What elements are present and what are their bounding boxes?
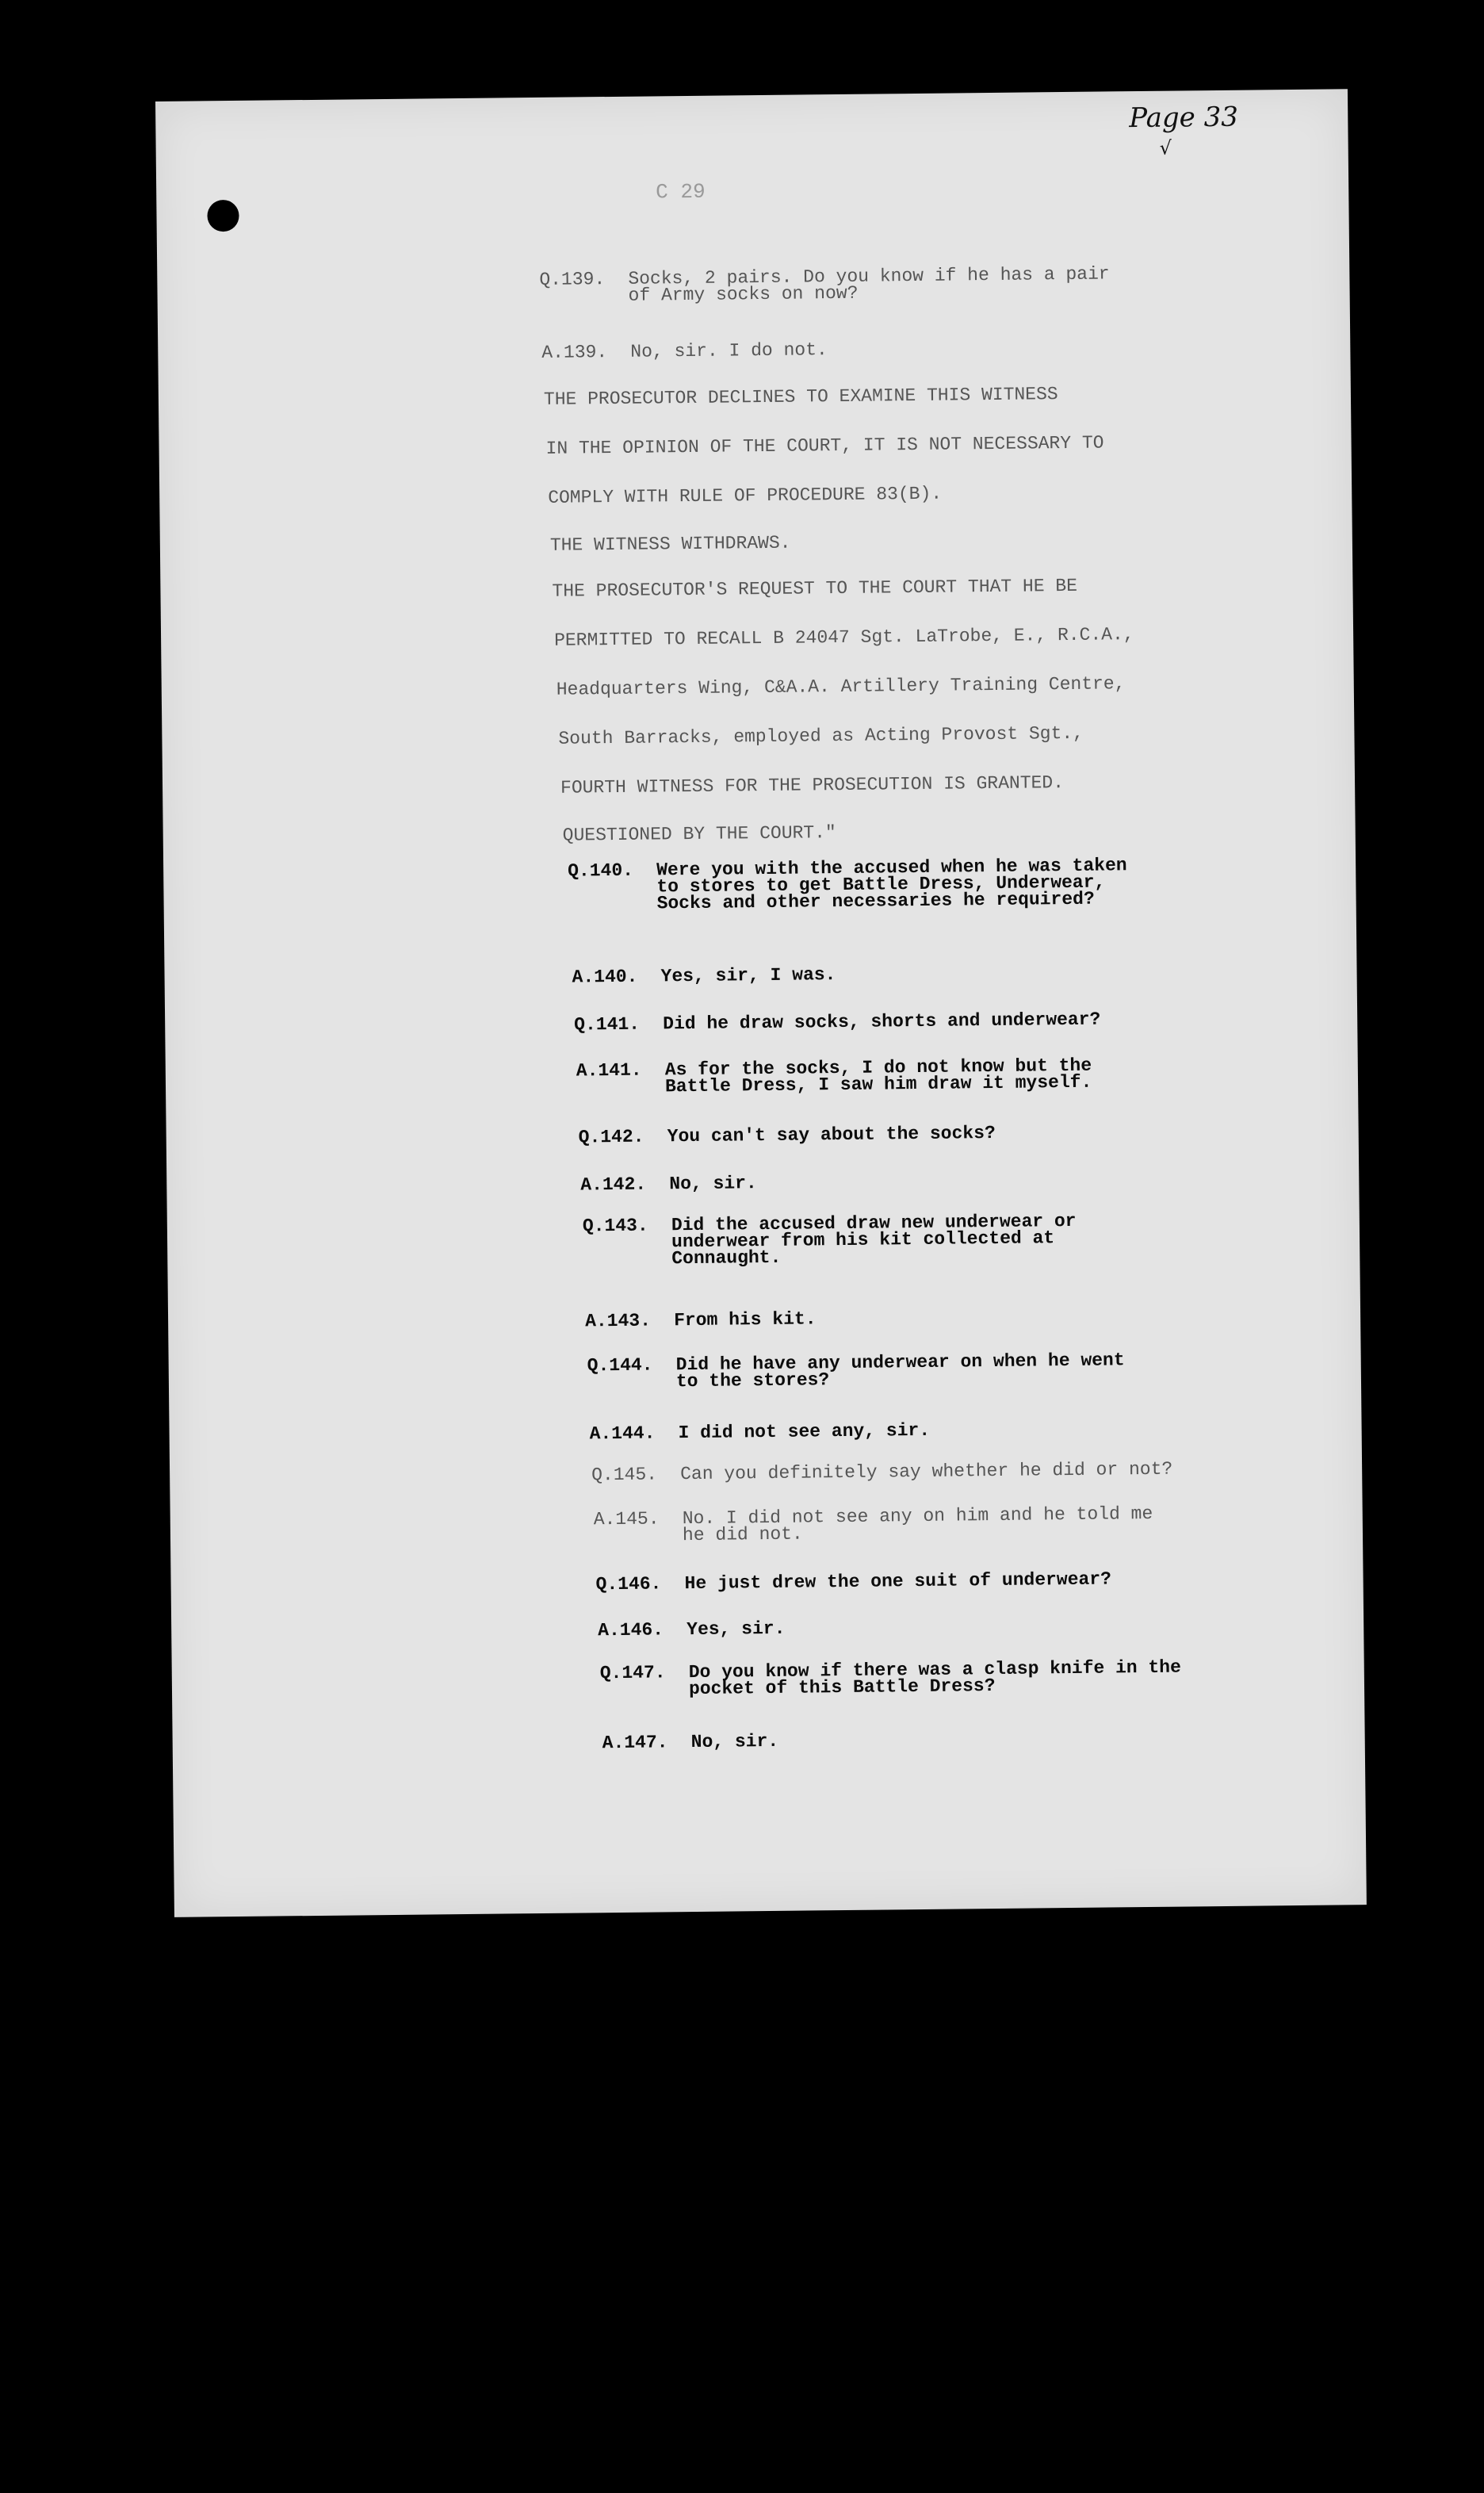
qa-text: No, sir. <box>669 1173 757 1195</box>
statement-line: IN THE OPINION OF THE COURT, IT IS NOT NECESSARY TO <box>545 432 1104 459</box>
answer-142 <box>580 1173 757 1196</box>
check-mark: √ <box>1159 136 1172 159</box>
statement-line: THE WITNESS WITHDRAWS. <box>549 532 791 556</box>
statement-line: THE PROSECUTOR DECLINES TO EXAMINE THIS WITNESS <box>543 384 1058 410</box>
qa-text: No. I did not see any on him and he told me he did not. <box>682 1503 1153 1546</box>
statement-line: Headquarters Wing, C&A.A. Artillery Training Centre, <box>556 673 1126 700</box>
qa-text: Did he have any underwear on when he went to the stores? <box>675 1350 1125 1392</box>
qa-text: Yes, sir, I was. <box>660 964 836 987</box>
qa-number: A.147. <box>602 1732 668 1754</box>
qa-number: Q.142. <box>578 1126 644 1148</box>
answer-143 <box>585 1308 817 1332</box>
answer-140 <box>572 964 836 988</box>
question-139 <box>539 263 1110 306</box>
question-140 <box>568 857 1127 913</box>
qa-number: Q.145. <box>591 1464 658 1486</box>
qa-number: Q.140. <box>568 860 634 882</box>
qa-number: Q.147. <box>599 1662 666 1684</box>
question-142 <box>578 1122 996 1148</box>
answer-139 <box>541 339 828 363</box>
qa-text: I did not see any, sir. <box>678 1419 931 1444</box>
qa-text: You can't say about the socks? <box>667 1122 996 1147</box>
qa-number: A.143. <box>585 1310 652 1332</box>
answer-145 <box>593 1503 1153 1546</box>
qa-text: He just drew the one suit of underwear? <box>684 1568 1112 1595</box>
question-145 <box>591 1458 1173 1486</box>
question-143 <box>582 1210 1077 1269</box>
question-141 <box>574 1009 1101 1036</box>
answer-141 <box>576 1055 1092 1097</box>
statement-line: THE PROSECUTOR'S REQUEST TO THE COURT THAT HE BE <box>552 575 1078 602</box>
qa-text: Do you know if there was a clasp knife in the pocket of this Battle Dress? <box>688 1656 1181 1700</box>
qa-number: Q.144. <box>587 1354 653 1377</box>
qa-text: Socks, 2 pairs. Do you know if he has a pair of Army socks on now? <box>628 263 1110 306</box>
question-144 <box>587 1352 1125 1391</box>
question-146 <box>595 1568 1112 1595</box>
qa-text: Were you with the accused when he was taken to stores to get Battle Dress, Underwear, Socks and other necessaries he required? <box>656 855 1127 914</box>
punch-hole <box>207 200 239 232</box>
qa-text: From his kit. <box>673 1308 817 1331</box>
question-147 <box>599 1656 1182 1700</box>
qa-number: A.141. <box>576 1059 642 1082</box>
qa-text: Yes, sir. <box>687 1618 786 1641</box>
statement-line: FOURTH WITNESS FOR THE PROSECUTION IS GRANTED. <box>560 772 1065 798</box>
statement-line: COMPLY WITH RULE OF PROCEDURE 83(B). <box>548 483 943 508</box>
qa-text: Did he draw socks, shorts and underwear? <box>663 1009 1101 1035</box>
qa-number: A.146. <box>598 1619 664 1641</box>
qa-number: A.144. <box>589 1423 656 1445</box>
qa-text: No, sir. I do not. <box>630 339 828 362</box>
qa-number: A.145. <box>593 1508 660 1530</box>
statement-line: South Barracks, employed as Acting Provost Sgt., <box>558 722 1084 749</box>
qa-number: A.139. <box>541 342 608 363</box>
qa-text: No, sir. <box>690 1730 779 1753</box>
qa-number: Q.141. <box>574 1013 641 1036</box>
statement-line: PERMITTED TO RECALL B 24047 Sgt. LaTrobe, E., R.C.A., <box>554 624 1134 651</box>
qa-text: Can you definitely say whether he did or not? <box>680 1458 1173 1485</box>
file-reference: C 29 <box>656 179 706 205</box>
page-number: Page 33 <box>1129 101 1239 135</box>
answer-147 <box>602 1730 779 1754</box>
qa-text: As for the socks, I do not know but the Battle Dress, I saw him draw it myself. <box>664 1055 1092 1097</box>
document-page <box>155 89 1367 1917</box>
qa-number: Q.146. <box>595 1573 662 1595</box>
qa-text: Did the accused draw new underwear or underwear from his kit collected at Connaught. <box>671 1210 1077 1269</box>
qa-number: Q.143. <box>582 1215 648 1237</box>
qa-number: Q.139. <box>539 269 606 290</box>
qa-number: A.142. <box>580 1174 647 1196</box>
qa-number: A.140. <box>572 966 638 988</box>
statement-line: QUESTIONED BY THE COURT." <box>562 822 836 846</box>
answer-144 <box>589 1419 931 1445</box>
answer-146 <box>598 1618 786 1641</box>
